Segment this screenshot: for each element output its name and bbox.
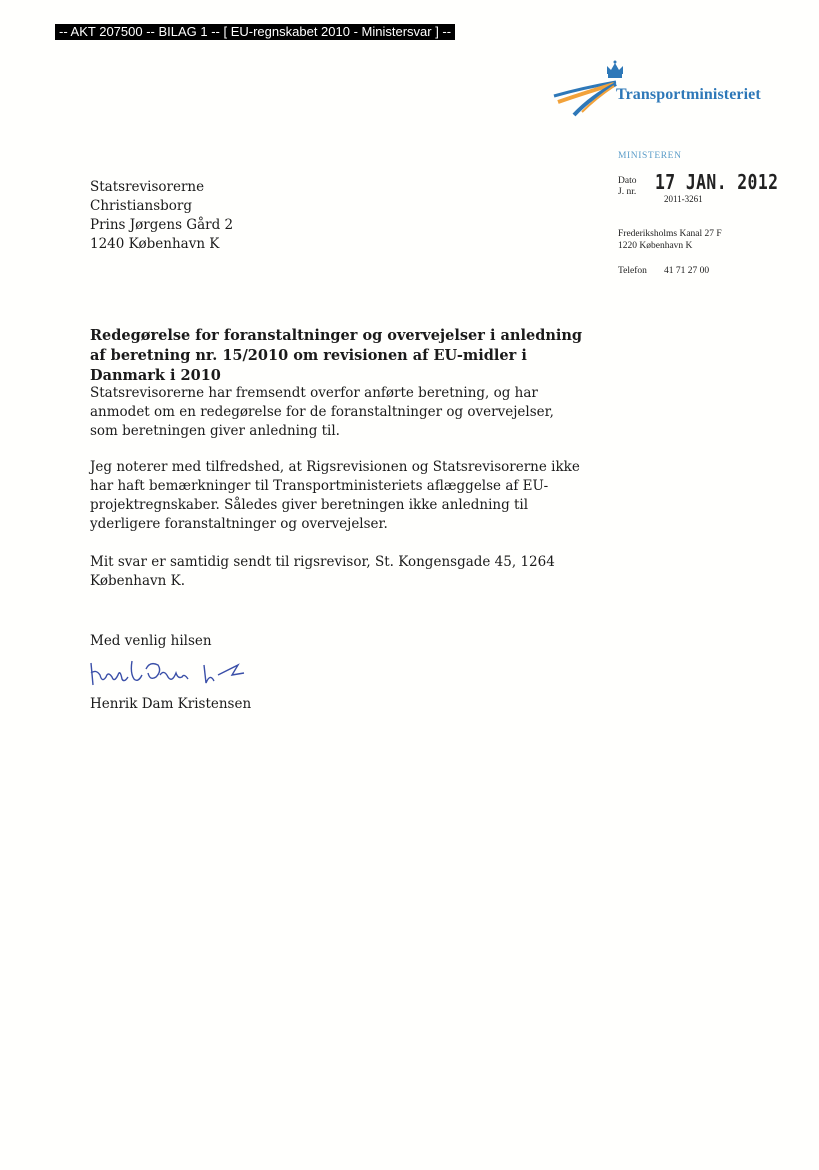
body-paragraph: Statsrevisorerne har fremsendt overfor anførte beretning, og har anmodet om en redegørelse for de foranstaltninger og overvejelser, som beretningen giver anledning til.	[90, 385, 554, 439]
body-paragraph: Jeg noterer med tilfredshed, at Rigsrevisionen og Statsrevisorerne ikke har haft bemærkninger til Transportministeriets aflæggelse af EU-projektregnskaber. Således giver beretningen ikke anledning til yderligere foranstaltninger og overvejelser.	[90, 459, 580, 532]
letter-subject: Redegørelse for foranstaltninger og overvejelser i anledning af beretning nr. 15/2010 om revisionen af EU-midler i Danmark i 2010	[90, 327, 583, 384]
recipient-line: Prins Jørgens Gård 2	[90, 217, 234, 233]
sender-department: MINISTEREN	[618, 151, 682, 161]
recipient-line: 1240 København K	[90, 236, 220, 252]
recipient-address	[90, 178, 233, 254]
sender-address-line2: 1220 København K	[618, 241, 693, 251]
closing-salutation: Med venlig hilsen	[90, 633, 212, 649]
date-stamp: 17 JAN. 2012	[655, 170, 779, 194]
recipient-line: Christiansborg	[90, 198, 193, 214]
logo-wordmark: Transportministeriet	[616, 86, 761, 103]
body-paragraph: Mit svar er samtidig sendt til rigsrevisor, St. Kongensgade 45, 1264 København K.	[90, 554, 555, 589]
document-header-bar: -- AKT 207500 -- BILAG 1 -- [ EU-regnskabet 2010 - Ministersvar ] --	[55, 24, 455, 40]
telefon-value: 41 71 27 00	[664, 266, 710, 276]
jnr-value: 2011-3261	[664, 194, 703, 204]
signer-name: Henrik Dam Kristensen	[90, 696, 252, 712]
handwritten-signature	[88, 655, 248, 689]
telefon-label: Telefon	[618, 266, 647, 276]
date-label: Dato	[618, 176, 637, 186]
jnr-label: J. nr.	[618, 187, 637, 197]
sender-address-line1: Frederiksholms Kanal 27 F	[618, 229, 722, 239]
crown-logo-icon	[607, 61, 623, 79]
recipient-line: Statsrevisorerne	[90, 179, 205, 195]
